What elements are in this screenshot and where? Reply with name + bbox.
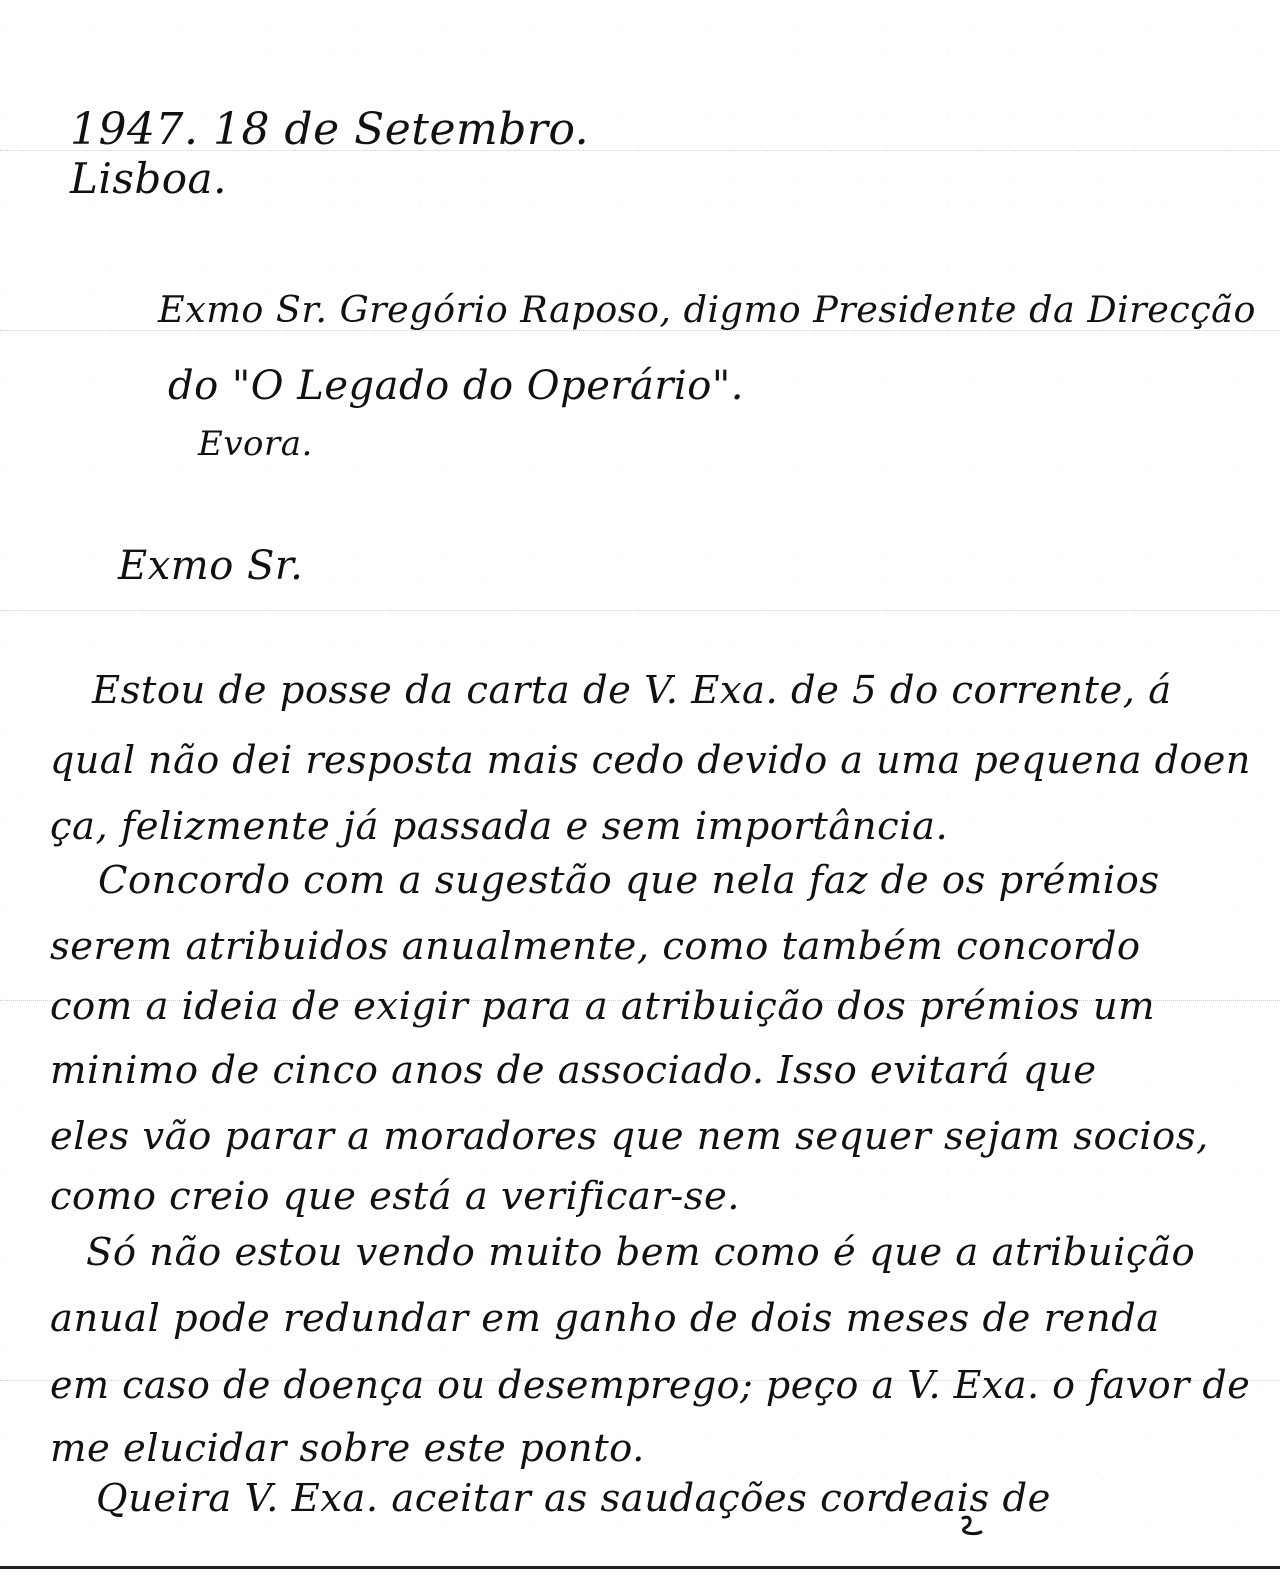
signature-mark-icon bbox=[955, 1510, 995, 1550]
ruled-line bbox=[0, 610, 1280, 611]
body-line: em caso de doença ou desemprego; peço a V. Exa. o favor de bbox=[50, 1363, 1251, 1407]
body-line: como creio que está a verificar-se. bbox=[50, 1174, 741, 1219]
body-line: Concordo com a sugestão que nela faz de os prémios bbox=[98, 858, 1160, 903]
addressee-line-1: Exmo Sr. Gregório Raposo, digmo Presidente da Direcção bbox=[158, 288, 1256, 331]
body-line: minimo de cinco anos de associado. Isso evitará que bbox=[50, 1048, 1097, 1093]
addressee-line-2: do "O Legado do Operário". bbox=[168, 363, 744, 409]
body-line: eles vão parar a moradores que nem sequer sejam socios, bbox=[50, 1114, 1209, 1159]
body-line: com a ideia de exigir para a atribuição dos prémios um bbox=[50, 984, 1156, 1029]
addressee-city: Evora. bbox=[198, 424, 313, 464]
page-bottom-edge bbox=[0, 1566, 1280, 1569]
body-line: ça, felizmente já passada e sem importância. bbox=[50, 804, 949, 849]
body-line: me elucidar sobre este ponto. bbox=[50, 1426, 645, 1471]
letter-place: Lisboa. bbox=[70, 154, 227, 203]
body-line: qual não dei resposta mais cedo devido a uma pequena doen bbox=[50, 738, 1251, 782]
body-line: Só não estou vendo muito bem como é que a atribuição bbox=[86, 1230, 1196, 1275]
closing-line: Queira V. Exa. aceitar as saudações cordeais de bbox=[96, 1476, 1051, 1521]
salutation: Exmo Sr. bbox=[118, 543, 304, 589]
body-line: anual pode redundar em ganho de dois meses de renda bbox=[50, 1296, 1160, 1341]
body-line: serem atribuidos anualmente, como também concordo bbox=[50, 924, 1141, 969]
letter-date: 1947. 18 de Setembro. bbox=[70, 104, 590, 155]
body-line: Estou de posse da carta de V. Exa. de 5 do corrente, á bbox=[92, 668, 1172, 713]
